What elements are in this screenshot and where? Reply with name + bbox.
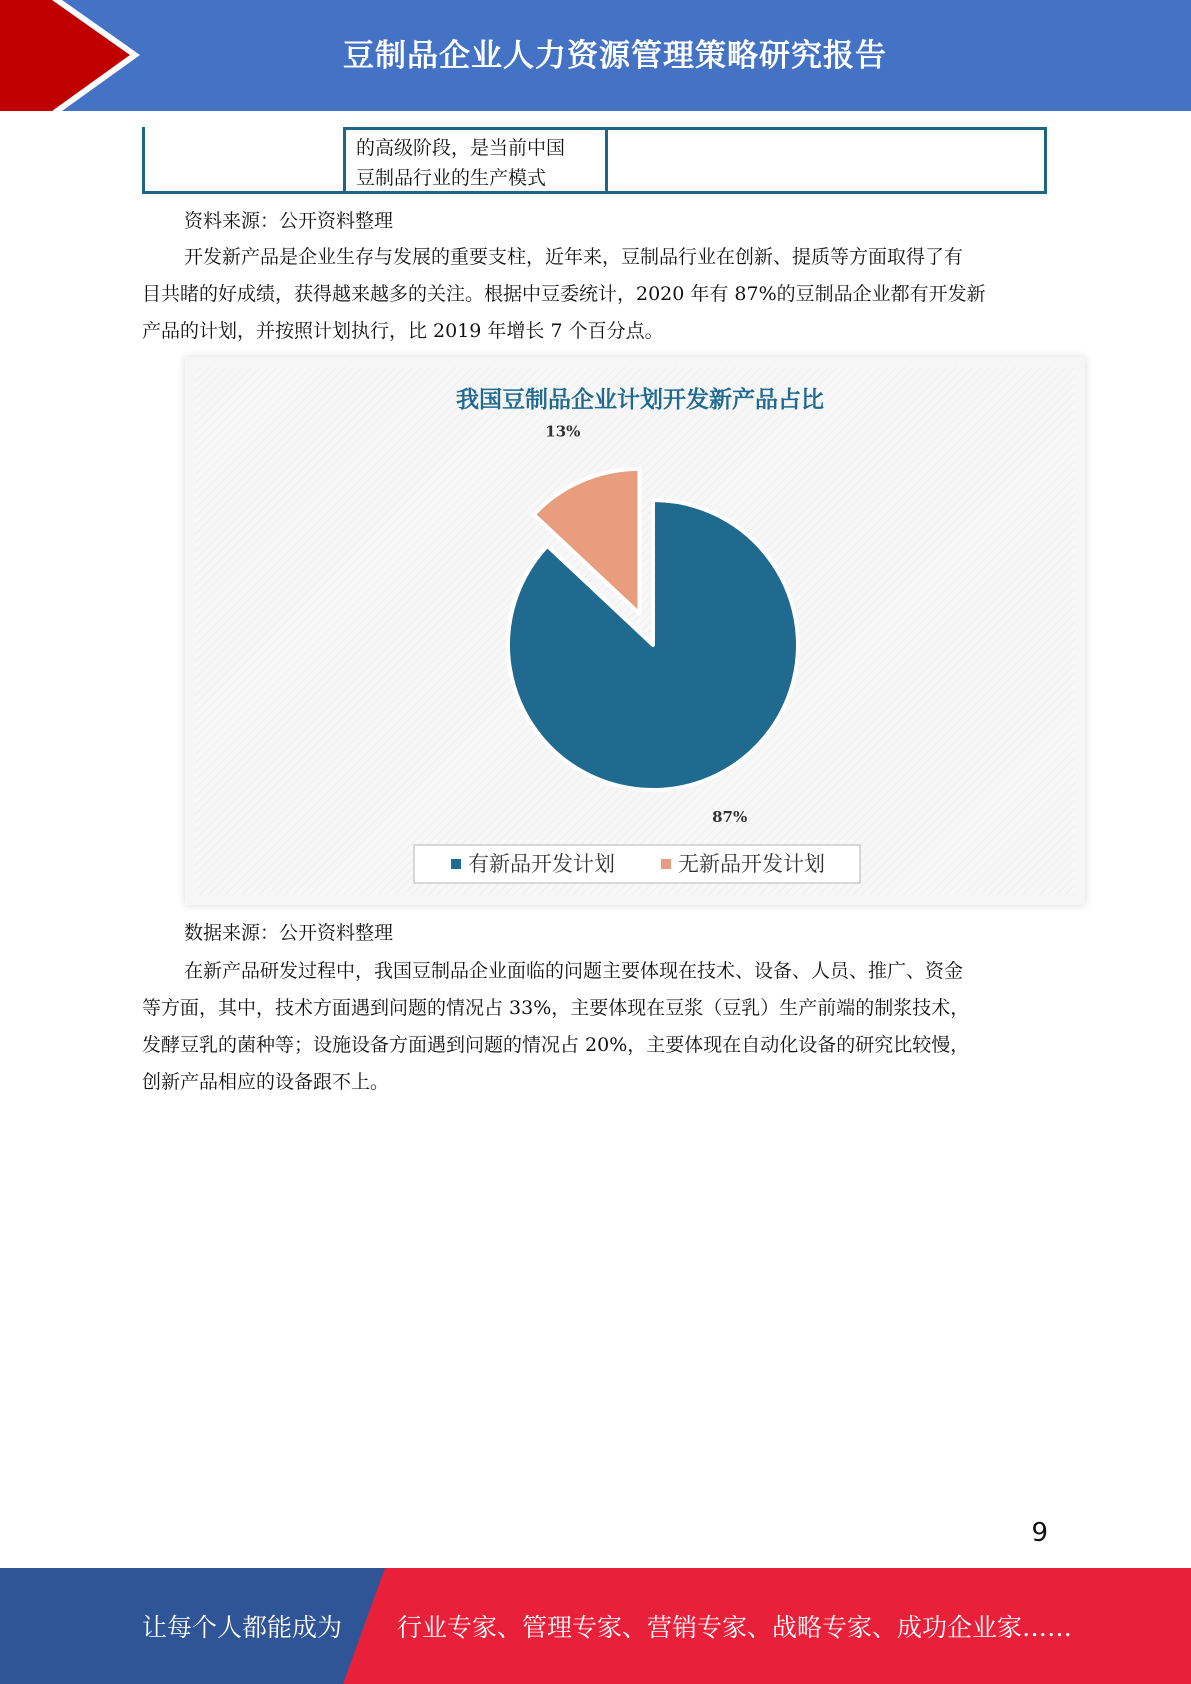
pie-chart xyxy=(185,357,1085,905)
page-footer xyxy=(0,1568,1191,1684)
paragraph-line: 创新产品相应的设备跟不上。 xyxy=(142,1071,390,1093)
paragraph-line: 开发新产品是企业生存与发展的重要支柱，近年来，豆制品行业在创新、提质等方面取得了有 xyxy=(184,246,964,268)
table-cell-empty xyxy=(605,127,1044,130)
pie-label-new-product: 87% xyxy=(712,808,748,827)
table-source-note: 资料来源：公开资料整理 xyxy=(184,210,394,232)
page-header xyxy=(0,0,1191,111)
legend-label-new-product: 有新品开发计划 xyxy=(468,852,615,876)
paragraph-rd-problems xyxy=(142,953,1047,1101)
pie-label-no-new-product: 13% xyxy=(545,422,581,441)
legend-label-no-new-product: 无新品开发计划 xyxy=(678,852,825,876)
table-cell-line: 的高级阶段，是当前中国 xyxy=(356,137,566,159)
footer-slogan-right: 行业专家、管理专家、营销专家、战略专家、成功企业家…… xyxy=(397,1613,1073,1642)
table-cell xyxy=(343,127,608,191)
paragraph-line: 产品的计划，并按照计划执行，比 2019 年增长 7 个百分点。 xyxy=(142,320,664,342)
pie-chart-svg xyxy=(185,357,1085,905)
legend-swatch-no-new-product xyxy=(661,859,671,869)
paragraph-line: 等方面，其中，技术方面遇到问题的情况占 33%，主要体现在豆浆（豆乳）生产前端的制浆技术， xyxy=(142,997,970,1019)
paragraph-line: 目共睹的好成绩，获得越来越多的关注。根据中豆委统计，2020 年有 87%的豆制品企业都有开发新 xyxy=(142,283,986,305)
paragraph-new-products xyxy=(142,239,1047,350)
chart-source-note: 数据来源：公开资料整理 xyxy=(184,922,394,944)
paragraph-line: 发酵豆乳的菌种等；设施设备方面遇到问题的情况占 20%，主要体现在自动化设备的研究比较慢， xyxy=(142,1034,970,1056)
footer-slogan-left: 让每个人都能成为 xyxy=(142,1613,343,1642)
paragraph-line: 在新产品研发过程中，我国豆制品企业面临的问题主要体现在技术、设备、人员、推广、资金 xyxy=(184,960,964,982)
legend-swatch-new-product xyxy=(451,859,461,869)
report-title: 豆制品企业人力资源管理策略研究报告 xyxy=(343,38,887,74)
table-cell-line: 豆制品行业的生产模式 xyxy=(356,167,547,189)
page-number: 9 xyxy=(1031,1518,1048,1548)
chart-title: 我国豆制品企业计划开发新产品占比 xyxy=(456,386,824,413)
table-fragment xyxy=(142,127,1047,194)
